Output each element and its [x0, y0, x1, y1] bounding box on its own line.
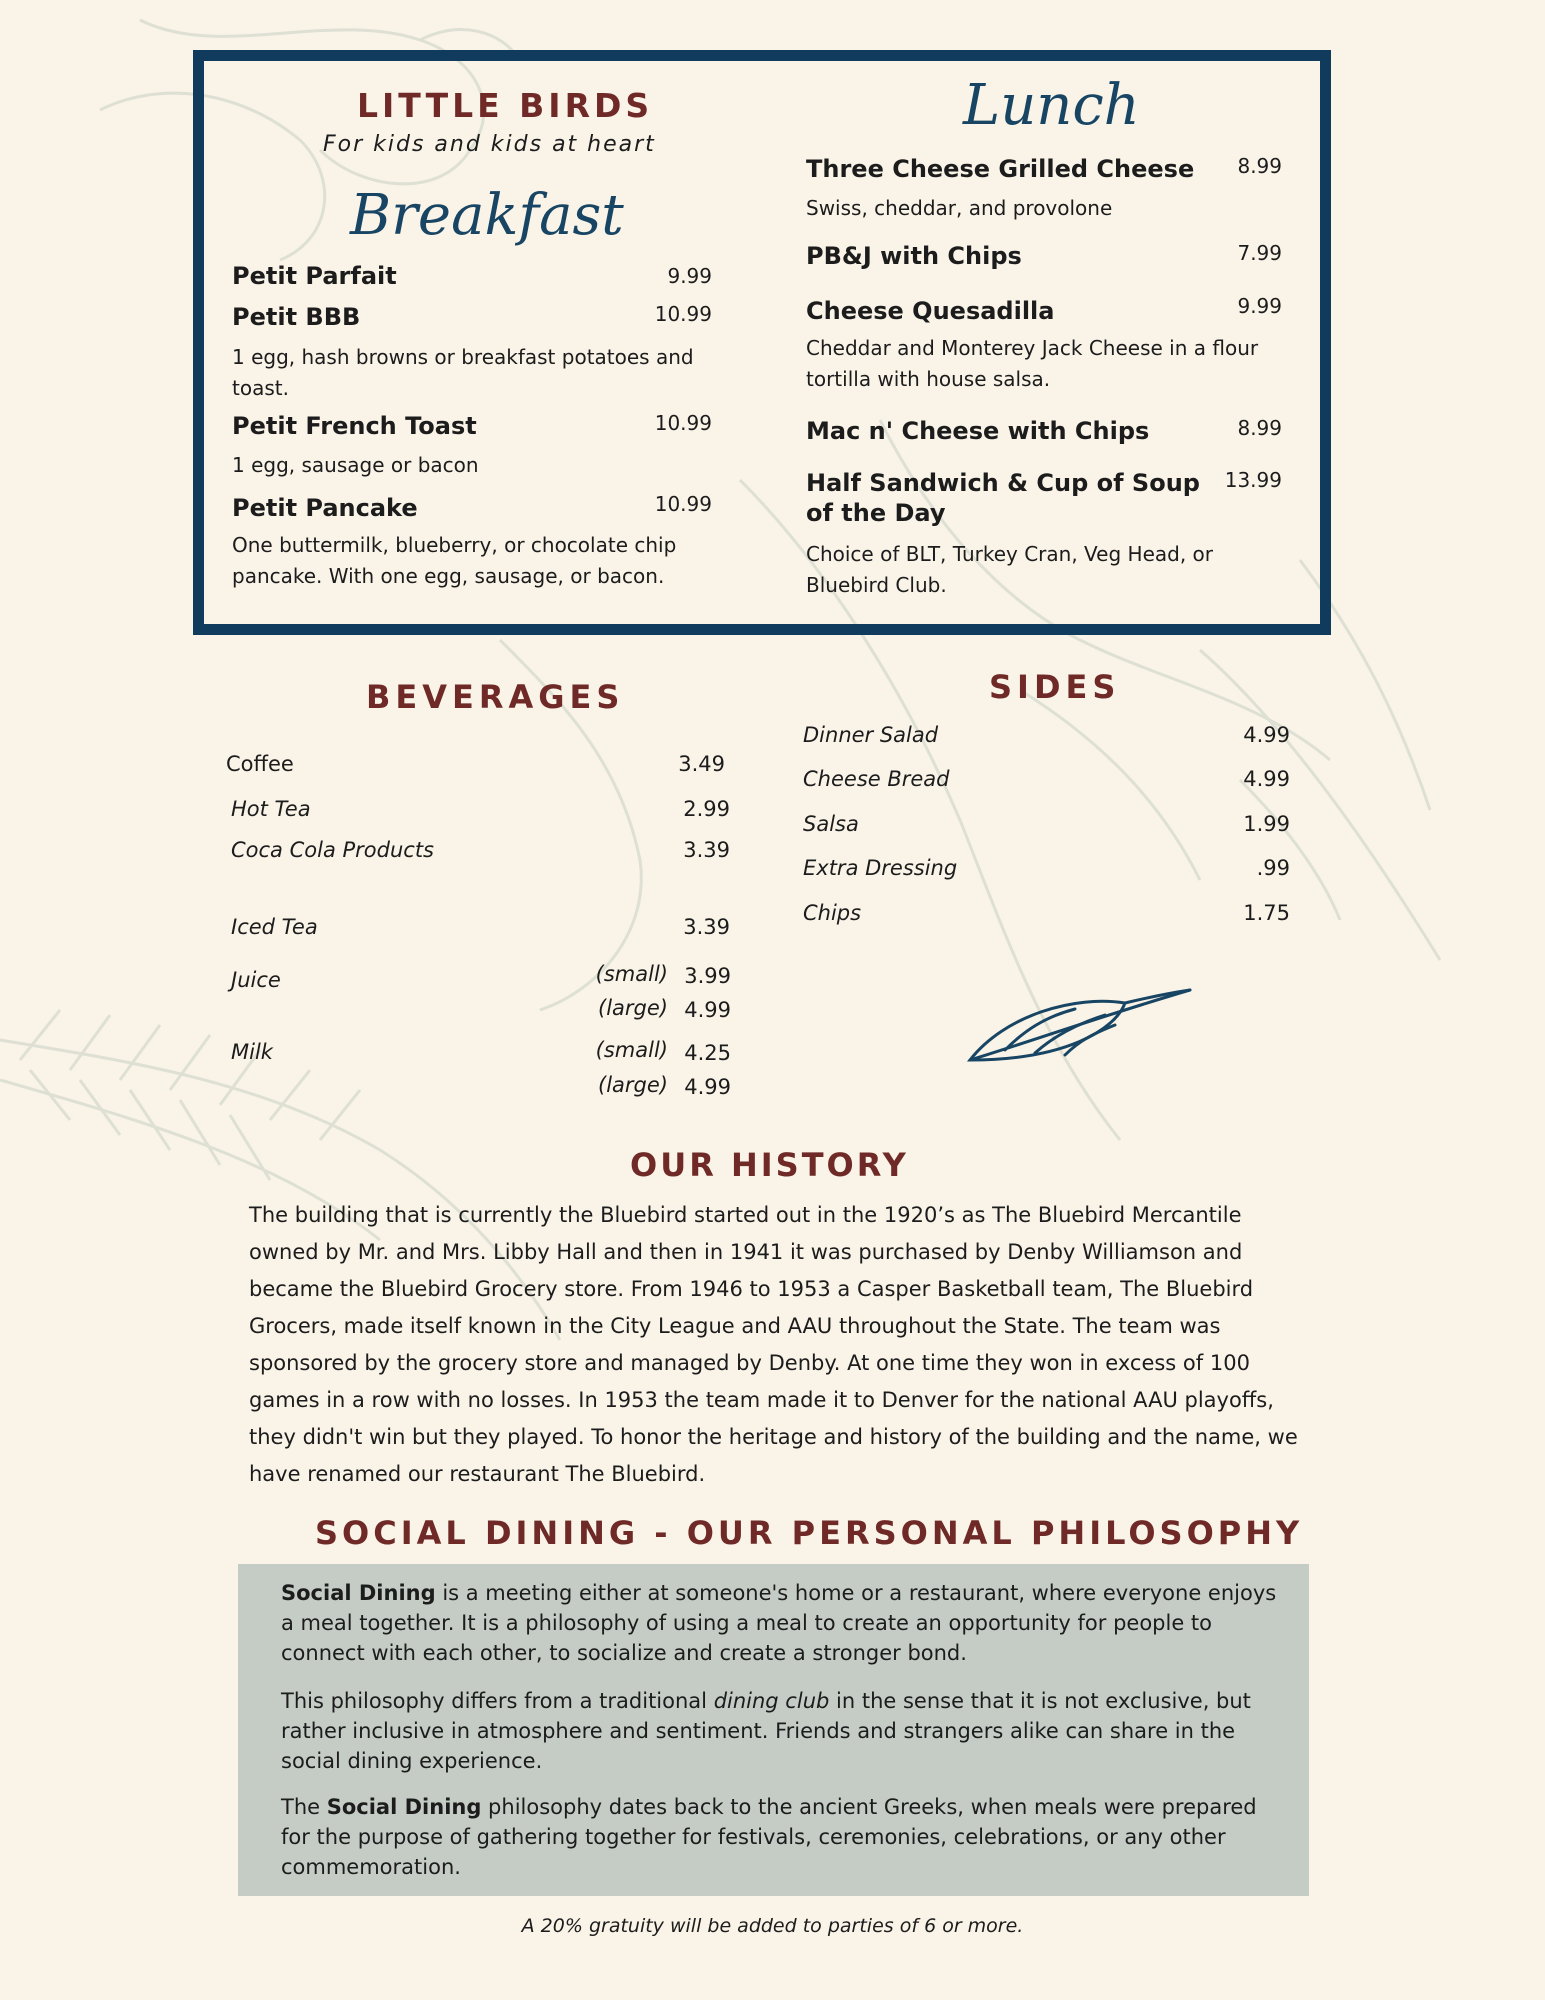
social-dining-bold: Social Dining: [326, 1795, 482, 1819]
gratuity-note: A 20% gratuity will be added to parties of 6 or more.: [521, 1915, 1024, 1937]
breakfast-item-name: Petit French Toast: [232, 412, 477, 440]
lunch-item-name: Mac n' Cheese with Chips: [806, 417, 1150, 445]
feather-icon: [965, 985, 1195, 1065]
beverage-price: 3.39: [683, 915, 730, 939]
side-name: Extra Dressing: [803, 856, 958, 880]
side-name: Salsa: [803, 812, 859, 836]
dining-club-italic: dining club: [713, 1689, 830, 1713]
social-p2-rest: in the sense that it is not exclusive, but rather inclusive in atmosphere and sentiment. Friends and strangers alike can share in the social dining experience.: [281, 1689, 1251, 1773]
side-name: Cheese Bread: [803, 767, 950, 791]
lunch-item-name: Three Cheese Grilled Cheese: [806, 155, 1195, 183]
beverage-name: Coca Cola Products: [231, 838, 434, 862]
lunch-item-price: 13.99: [1224, 468, 1282, 492]
lunch-item-desc: Choice of BLT, Turkey Cran, Veg Head, or Bluebird Club.: [806, 542, 1214, 597]
side-price: 4.99: [1243, 723, 1290, 747]
side-price: 1.99: [1243, 812, 1290, 836]
social-paragraph-2: [281, 1686, 1291, 1776]
side-price: 1.75: [1243, 901, 1290, 925]
breakfast-item-name: Petit BBB: [232, 303, 361, 331]
little-birds-tagline: For kids and kids at heart: [323, 132, 656, 157]
beverage-size-label: (small): [595, 1038, 668, 1062]
history-text: The building that is currently the Bluebird started out in the 1920’s as The Bluebird Mercantile owned by Mr. and Mrs. Libby Hall and then in 1941 it was purchased by Denby Williamson and became the Bluebird Grocery store. From 1946 to 1953 a Casper Basketball team, The Bluebird Grocers, made itself known in the City League and AAU throughout the State. The team was sponsored by the grocery store and managed by Denby. At one time they won in excess of 100 games in a row with no losses. In 1953 the team made it to Denver for the national AAU playoffs, they didn't win but they played. To honor the heritage and history of the building and the name, we have renamed our restaurant The Bluebird.: [249, 1203, 1298, 1486]
lunch-item-desc: Cheddar and Monterey Jack Cheese in a flour tortilla with house salsa.: [806, 336, 1259, 391]
beverage-size-label: (large): [598, 996, 668, 1020]
lunch-heading: Lunch: [963, 73, 1140, 138]
lunch-item-price: 8.99: [1237, 416, 1282, 440]
breakfast-item-name: Petit Parfait: [232, 262, 397, 290]
little-birds-title: LITTLE BIRDS: [357, 86, 654, 125]
breakfast-heading: Breakfast: [350, 183, 624, 248]
beverage-price: 4.99: [684, 1075, 731, 1099]
breakfast-item-name: Petit Pancake: [232, 494, 418, 522]
breakfast-item-desc: One buttermilk, blueberry, or chocolate chip pancake. With one egg, sausage, or bacon.: [232, 533, 677, 588]
lunch-item-price: 9.99: [1237, 294, 1282, 318]
beverage-name: Hot Tea: [231, 797, 311, 821]
side-price: 4.99: [1243, 767, 1290, 791]
breakfast-item-desc: 1 egg, hash browns or breakfast potatoes and toast.: [232, 345, 694, 400]
lunch-item-price: 8.99: [1237, 154, 1282, 178]
lunch-item-desc: Swiss, cheddar, and provolone: [806, 196, 1113, 220]
social-p1-text: is a meeting either at someone's home or a restaurant, where everyone enjoys a meal together. It is a philosophy of using a meal to create an opportunity for people to connect with each other, to socialize and create a stronger bond.: [281, 1581, 1277, 1665]
social-dining-bold: Social Dining: [281, 1581, 436, 1605]
lunch-item-name: Half Sandwich & Cup of Soup of the Day: [806, 469, 1200, 527]
beverage-size-label: (small): [595, 962, 668, 986]
beverages-title: BEVERAGES: [366, 678, 625, 716]
lunch-item-price: 7.99: [1237, 241, 1282, 265]
beverage-price: 3.39: [683, 838, 730, 862]
beverage-price: 2.99: [683, 797, 730, 821]
history-title: OUR HISTORY: [630, 1146, 909, 1184]
beverage-price: 3.49: [678, 752, 725, 776]
sides-title: SIDES: [989, 668, 1121, 706]
social-paragraph-1: [281, 1578, 1291, 1668]
beverage-name: Juice: [231, 968, 281, 992]
side-price: .99: [1256, 856, 1290, 880]
breakfast-item-desc: 1 egg, sausage or bacon: [232, 453, 479, 477]
beverage-name: Coffee: [226, 752, 294, 776]
social-p3-text: The: [281, 1795, 327, 1819]
social-p3-rest: philosophy dates back to the ancient Greeks, when meals were prepared for the purpose of gathering together for festivals, ceremonies, celebrations, or any other commemoration.: [281, 1795, 1257, 1879]
lunch-item-name: Cheese Quesadilla: [806, 297, 1055, 325]
breakfast-item-price: 10.99: [654, 411, 712, 435]
social-dining-panel: [238, 1564, 1309, 1896]
breakfast-item-price: 10.99: [654, 492, 712, 516]
breakfast-item-price: 10.99: [654, 302, 712, 326]
lunch-item-name: PB&J with Chips: [806, 242, 1022, 270]
social-paragraph-3: [281, 1792, 1291, 1882]
beverage-price: 4.99: [684, 998, 731, 1022]
breakfast-item-price: 9.99: [667, 264, 712, 288]
social-p2-text: This philosophy differs from a traditional: [281, 1689, 714, 1713]
beverage-price: 4.25: [684, 1041, 731, 1065]
social-title: SOCIAL DINING - OUR PERSONAL PHILOSOPHY: [315, 1514, 1304, 1552]
beverage-size-label: (large): [598, 1073, 668, 1097]
side-name: Dinner Salad: [803, 723, 939, 747]
beverage-price: 3.99: [684, 964, 731, 988]
beverage-name: Iced Tea: [231, 915, 318, 939]
side-name: Chips: [803, 901, 862, 925]
beverage-name: Milk: [231, 1040, 273, 1064]
